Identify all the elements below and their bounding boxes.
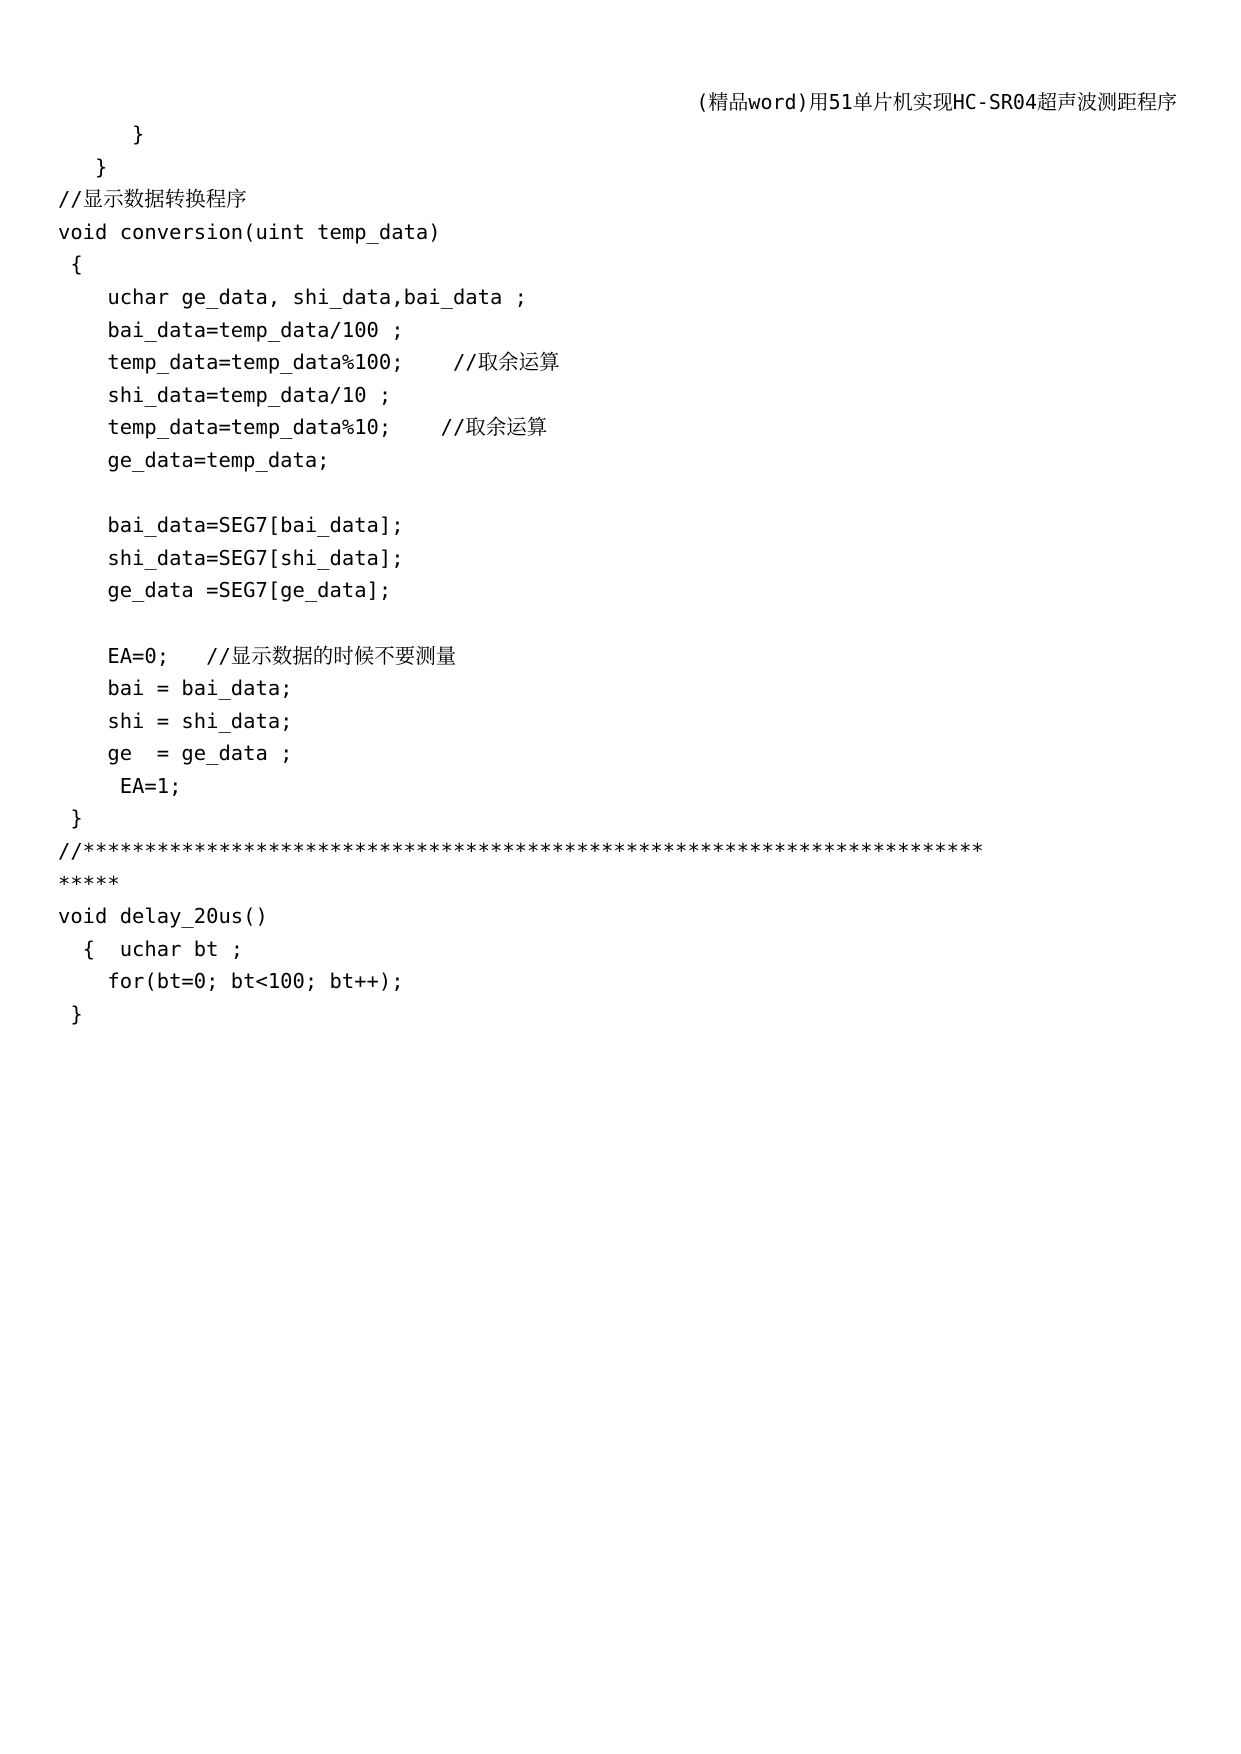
code-line: for(bt=0; bt<100; bt++); <box>58 969 404 994</box>
code-line: } <box>58 122 145 146</box>
code-line: } <box>58 154 108 179</box>
code-line: } <box>58 806 83 831</box>
code-line: bai_data=SEG7[bai_data]; <box>58 513 404 538</box>
code-line: shi_data=temp_data/10 ; <box>58 382 392 407</box>
code-line: { uchar bt ; <box>58 936 244 961</box>
code-comment-separator: ***** <box>58 871 120 896</box>
function-signature-conversion: void conversion(uint temp_data) <box>58 219 441 244</box>
code-comment-separator: //************************************************************************* <box>58 839 984 864</box>
code-block <box>58 118 1188 1031</box>
code-line: bai_data=temp_data/100 ; <box>58 317 404 342</box>
code-line: shi = shi_data; <box>58 708 293 733</box>
code-line: ge = ge_data ; <box>58 741 293 766</box>
code-line: EA=0; //显示数据的时候不要测量 <box>58 643 457 668</box>
page-header-title: (精品word)用51单片机实现HC-SR04超声波测距程序 <box>696 90 1177 114</box>
code-blank-line <box>58 607 1188 640</box>
code-line: temp_data=temp_data%100; //取余运算 <box>58 350 560 375</box>
code-line: ge_data=temp_data; <box>58 447 330 472</box>
code-line: } <box>58 1002 83 1027</box>
code-blank-line <box>58 477 1188 510</box>
code-line: { <box>58 252 83 277</box>
function-signature-delay: void delay_20us() <box>58 904 268 929</box>
code-line: EA=1; <box>58 773 182 798</box>
code-line: shi_data=SEG7[shi_data]; <box>58 545 404 570</box>
code-line: bai = bai_data; <box>58 676 293 701</box>
code-line: ge_data =SEG7[ge_data]; <box>58 578 392 603</box>
code-line: temp_data=temp_data%10; //取余运算 <box>58 415 548 440</box>
code-comment-line: //显示数据转换程序 <box>58 187 247 212</box>
code-line: uchar ge_data, shi_data,bai_data ; <box>58 284 527 309</box>
